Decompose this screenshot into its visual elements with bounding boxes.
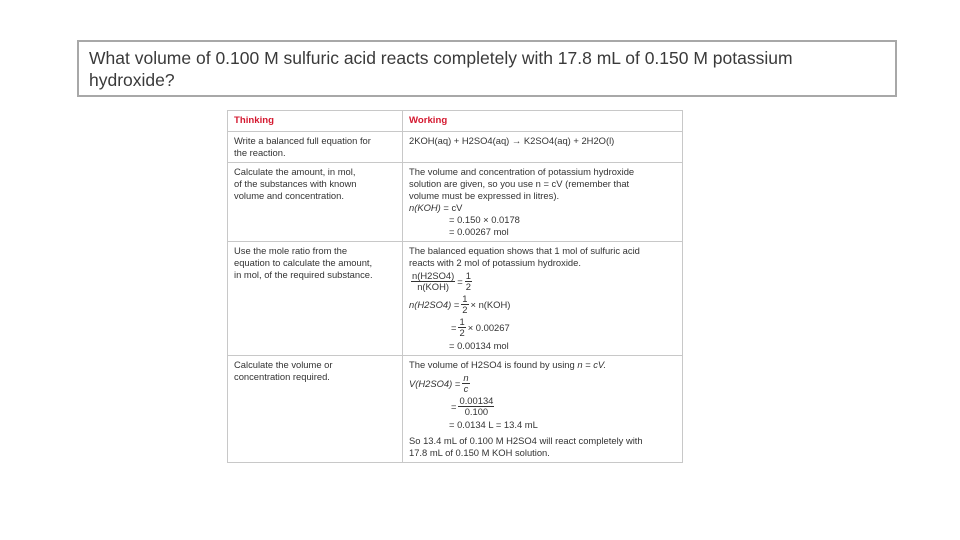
- thinking-cell: [228, 163, 403, 242]
- thinking-text: equation to calculate the amount,: [234, 257, 373, 268]
- half-fraction: $\frac{1}{2}$: [462, 293, 468, 315]
- half-fraction: $\frac{1}{2}$: [459, 316, 465, 338]
- working-text: The volume and concentration of potassium hydroxide: [409, 166, 635, 177]
- thinking-text: of the substances with known: [234, 178, 357, 189]
- working-cell: [403, 132, 683, 163]
- thinking-text: Write a balanced full equation for: [234, 135, 371, 146]
- thinking-text: the reaction.: [234, 147, 286, 158]
- thinking-text: Use the mole ratio from the: [234, 245, 348, 256]
- thinking-cell: [228, 132, 403, 163]
- substitution-fraction: $\frac{0.00134}{0.100}$: [459, 395, 494, 417]
- ratio-fraction: $\frac{n(H2SO4)}{\text{n(KOH)}}$: [412, 270, 455, 292]
- thinking-text: in mol, of the required substance.: [234, 269, 373, 280]
- volume-substitution: = $\frac{0.00134}{0.100}$: [451, 395, 494, 417]
- table-row: [228, 242, 683, 356]
- thinking-text: Calculate the volume or: [234, 359, 333, 370]
- working-text: solution are given, so you use n = cV (remember that: [409, 178, 630, 189]
- thinking-text: Calculate the amount, in mol,: [234, 166, 356, 177]
- table-header-row: [228, 111, 683, 132]
- rearranged-step: n(H2SO4) = $\frac{1}{2}$ × n(KOH): [409, 293, 511, 315]
- question-line-2: hydroxide?: [89, 70, 175, 90]
- worked-solution-table: [227, 110, 683, 463]
- mole-ratio-step: $\frac{n(H2SO4)}{\text{n(KOH)}}$ = $\frac{1}{2}$: [412, 270, 471, 292]
- formula: n = cV.: [577, 359, 607, 370]
- question-box: [77, 40, 897, 97]
- volume-result: = 0.0134 L = 13.4 mL: [449, 419, 538, 430]
- volume-formula: V(H2SO4) = $\frac{n}{c}$: [409, 372, 469, 394]
- working-cell: [403, 356, 683, 463]
- working-cell: [403, 163, 683, 242]
- table-row: [228, 132, 683, 163]
- header-thinking: Thinking: [228, 111, 403, 132]
- question-line-1: What volume of 0.100 M sulfuric acid reacts completely with 17.8 mL of 0.150 M potassium: [89, 48, 793, 68]
- table-row: [228, 163, 683, 242]
- conclusion-text: 17.8 mL of 0.150 M KOH solution.: [409, 447, 550, 458]
- calc-step: = cV: [443, 202, 463, 213]
- thinking-text: concentration required.: [234, 371, 330, 382]
- table-row: [228, 356, 683, 463]
- calc-label: n(KOH): [409, 202, 441, 213]
- conclusion-text: So 13.4 mL of 0.100 M H2SO4 will react completely with: [409, 435, 643, 446]
- working-text: The balanced equation shows that 1 mol of sulfuric acid: [409, 245, 640, 256]
- half-fraction: $\frac{1}{2}$: [465, 270, 471, 292]
- calc-step: = 0.150 × 0.0178: [449, 214, 520, 225]
- substitution-step: = $\frac{1}{2}$ × 0.00267: [451, 316, 510, 338]
- header-working: Working: [403, 111, 683, 132]
- thinking-cell: [228, 356, 403, 463]
- working-text: volume must be expressed in litres).: [409, 190, 560, 201]
- thinking-text: volume and concentration.: [234, 190, 344, 201]
- working-cell: [403, 242, 683, 356]
- working-text: The volume of H2SO4 is found by using: [409, 359, 575, 370]
- n-over-c-fraction: $\frac{n}{c}$: [463, 372, 469, 394]
- thinking-cell: [228, 242, 403, 356]
- calc-step: = 0.00267 mol: [449, 226, 509, 237]
- working-text: reacts with 2 mol of potassium hydroxide.: [409, 257, 581, 268]
- balanced-equation: 2KOH(aq) + H2SO4(aq) → K2SO4(aq) + 2H2O(l): [409, 135, 615, 146]
- mole-result: = 0.00134 mol: [449, 340, 509, 351]
